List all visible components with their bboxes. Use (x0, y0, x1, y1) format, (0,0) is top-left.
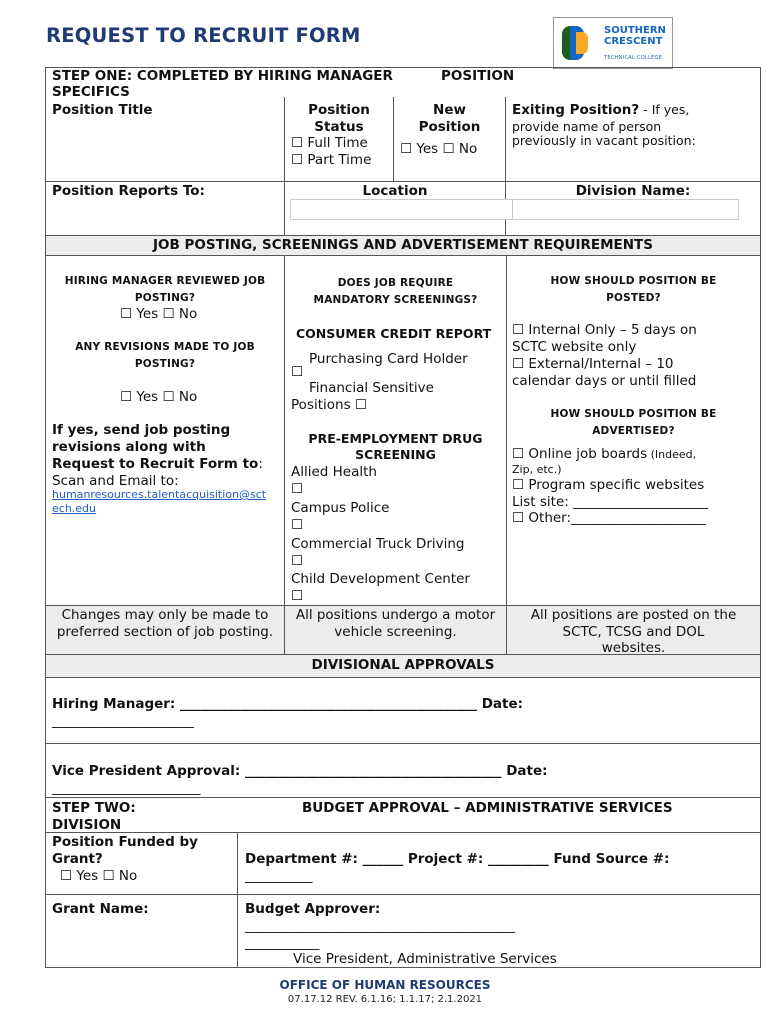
exiting-position-label: Exiting Position? (512, 102, 640, 118)
credit-report-heading: CONSUMER CREDIT REPORT (296, 326, 492, 341)
col1-footer: Changes may only be made to (61, 607, 269, 623)
exiting-position-note: - If yes, (639, 102, 690, 117)
row-divider (46, 797, 760, 798)
financial-sensitive-label: Financial Sensitive (309, 380, 434, 396)
logo-text-line2: CRESCENT (604, 36, 663, 47)
col3-footer-2: SCTC, TCSG and DOL (562, 624, 705, 640)
budget-approver-label: Budget Approver: (245, 901, 381, 917)
division-name-input[interactable] (512, 199, 739, 220)
campus-police-label: Campus Police (291, 500, 390, 516)
child-development-checkbox[interactable]: ☐ (291, 588, 304, 604)
office-of-hr: OFFICE OF HUMAN RESOURCES (279, 978, 491, 992)
screenings-question-2: MANDATORY SCREENINGS? (313, 294, 478, 306)
reviewed-question-2: POSTING? (134, 292, 196, 304)
pcard-holder-checkbox[interactable]: ☐ (291, 364, 304, 380)
new-position-label-2: Position (418, 119, 481, 135)
drug-screening-heading: PRE-EMPLOYMENT DRUG (308, 431, 483, 446)
reviewed-yes-no[interactable]: ☐ Yes ☐ No (120, 306, 198, 322)
step-two-division: DIVISION (52, 817, 122, 833)
row-divider (46, 255, 760, 256)
logo-mark-yellow (576, 32, 588, 54)
row-divider (46, 181, 760, 182)
logo-text-line1: SOUTHERN (604, 25, 666, 36)
external-internal-checkbox[interactable]: ☐ External/Internal – 10 (512, 356, 674, 372)
position-status-label-2: Status (314, 119, 364, 135)
form-title: REQUEST TO RECRUIT FORM (46, 24, 361, 47)
col-divider (237, 832, 238, 967)
approvals-header: DIVISIONAL APPROVALS (311, 657, 495, 673)
revision-code: 07.17.12 REV. 6.1.16; 1.1.17; 2.1.2021 (287, 994, 483, 1005)
revisions-yes-no[interactable]: ☐ Yes ☐ No (120, 389, 198, 405)
row-divider (46, 832, 760, 833)
posted-question: HOW SHOULD POSITION BE (550, 275, 717, 287)
external-internal-note: calendar days or until filled (512, 373, 697, 389)
budget-approver-signature-line[interactable]: ________________________________________ (245, 918, 515, 934)
funded-by-grant-label-2: Grant? (52, 851, 103, 867)
drug-screening-heading-2: SCREENING (355, 447, 436, 462)
hr-email-link-2[interactable]: ech.edu (52, 502, 97, 515)
location-input[interactable] (290, 199, 514, 220)
screenings-question: DOES JOB REQUIRE (337, 277, 454, 289)
col2-footer-2: vehicle screening. (334, 624, 457, 640)
online-job-boards-note-2: Zip, etc.) (512, 463, 562, 476)
position-title-label: Position Title (52, 102, 153, 118)
hiring-manager-date-line[interactable]: _____________________ (52, 713, 194, 729)
allied-health-checkbox[interactable]: ☐ (291, 481, 304, 497)
online-job-boards-note: (Indeed, (647, 448, 697, 461)
send-revisions-text-2: revisions along with (52, 439, 206, 455)
row-divider (46, 894, 760, 895)
online-job-boards-checkbox[interactable]: ☐ Online job boards (512, 446, 648, 462)
full-time-checkbox[interactable]: ☐ Full Time (291, 135, 368, 151)
revisions-question: ANY REVISIONS MADE TO JOB (75, 341, 255, 353)
send-revisions-text: If yes, send job posting (52, 422, 231, 438)
internal-only-checkbox[interactable]: ☐ Internal Only – 5 days on (512, 322, 697, 338)
step-one-header-position: POSITION (441, 68, 515, 84)
division-name-label: Division Name: (575, 183, 691, 199)
pcard-holder-label: Purchasing Card Holder (309, 351, 468, 367)
funded-by-grant-yes-no[interactable]: ☐ Yes ☐ No (60, 868, 138, 884)
posted-question-2: POSTED? (606, 292, 661, 304)
send-revisions-colon: : (258, 456, 263, 472)
budget-approver-signature-line-2[interactable]: ___________ (245, 935, 320, 951)
hiring-manager-signature-line[interactable]: Hiring Manager: ____________________________________________ Date: (52, 696, 524, 712)
allied-health-label: Allied Health (291, 464, 377, 480)
internal-only-note: SCTC website only (512, 339, 637, 355)
step-one-header: STEP ONE: COMPLETED BY HIRING MANAGER (52, 68, 393, 84)
reports-to-label: Position Reports To: (52, 183, 205, 199)
child-development-label: Child Development Center (291, 571, 470, 587)
part-time-checkbox[interactable]: ☐ Part Time (291, 152, 372, 168)
new-position-label: New (433, 102, 466, 118)
step-one-header-specifics: SPECIFICS (52, 84, 130, 100)
truck-driving-label: Commercial Truck Driving (291, 536, 465, 552)
financial-sensitive-checkbox[interactable]: Positions ☐ (291, 397, 367, 413)
budget-approval-header: BUDGET APPROVAL – ADMINISTRATIVE SERVICES (302, 800, 673, 816)
program-websites-checkbox[interactable]: ☐ Program specific websites (512, 477, 705, 493)
list-site-field[interactable]: List site: ____________________ (512, 494, 709, 510)
department-project-fund-line[interactable]: Department #: ______ Project #: _________ Fund Source #: (245, 851, 670, 867)
advertised-question: HOW SHOULD POSITION BE (550, 408, 717, 420)
col2-footer: All positions undergo a motor (295, 607, 496, 623)
vp-approval-date-line[interactable]: ______________________ (52, 780, 201, 796)
location-label: Location (362, 183, 428, 199)
revisions-question-2: POSTING? (134, 358, 196, 370)
hr-email-link[interactable]: humanresources.talentacquisition@sct (52, 488, 267, 501)
vp-approval-signature-line[interactable]: Vice President Approval: ______________________________________ Date: (52, 763, 548, 779)
new-position-yes-no[interactable]: ☐ Yes ☐ No (400, 141, 478, 157)
exiting-position-note-2: provide name of person (512, 119, 662, 134)
funded-by-grant-label: Position Funded by (52, 834, 198, 850)
grant-name-label: Grant Name: (52, 901, 149, 917)
other-checkbox[interactable]: ☐ Other:____________________ (512, 510, 707, 526)
truck-driving-checkbox[interactable]: ☐ (291, 553, 304, 569)
col-divider (506, 255, 507, 654)
posting-header: JOB POSTING, SCREENINGS AND ADVERTISEMENT REQUIREMENTS (152, 237, 653, 253)
row-divider (46, 235, 760, 236)
campus-police-checkbox[interactable]: ☐ (291, 517, 304, 533)
col1-footer-2: preferred section of job posting. (56, 624, 274, 640)
fund-source-line[interactable]: __________ (245, 868, 313, 884)
position-status-label: Position (308, 102, 370, 118)
advertised-question-2: ADVERTISED? (592, 425, 675, 437)
reviewed-question: HIRING MANAGER REVIEWED JOB (64, 275, 266, 287)
row-divider (46, 743, 760, 744)
row-divider (46, 677, 760, 678)
college-logo (553, 17, 673, 69)
step-two-header: STEP TWO: (52, 800, 136, 816)
vp-admin-services-label: Vice President, Administrative Services (293, 951, 557, 967)
col3-footer-3: websites. (601, 640, 666, 656)
logo-text-line3: TECHNICAL COLLEGE (604, 55, 663, 61)
col3-footer: All positions are posted on the (530, 607, 737, 623)
exiting-position-note-3: previously in vacant position: (512, 133, 696, 148)
scan-email-text: Scan and Email to: (52, 473, 179, 489)
send-revisions-text-3: Request to Recruit Form to (52, 456, 259, 472)
row-divider (46, 605, 760, 606)
